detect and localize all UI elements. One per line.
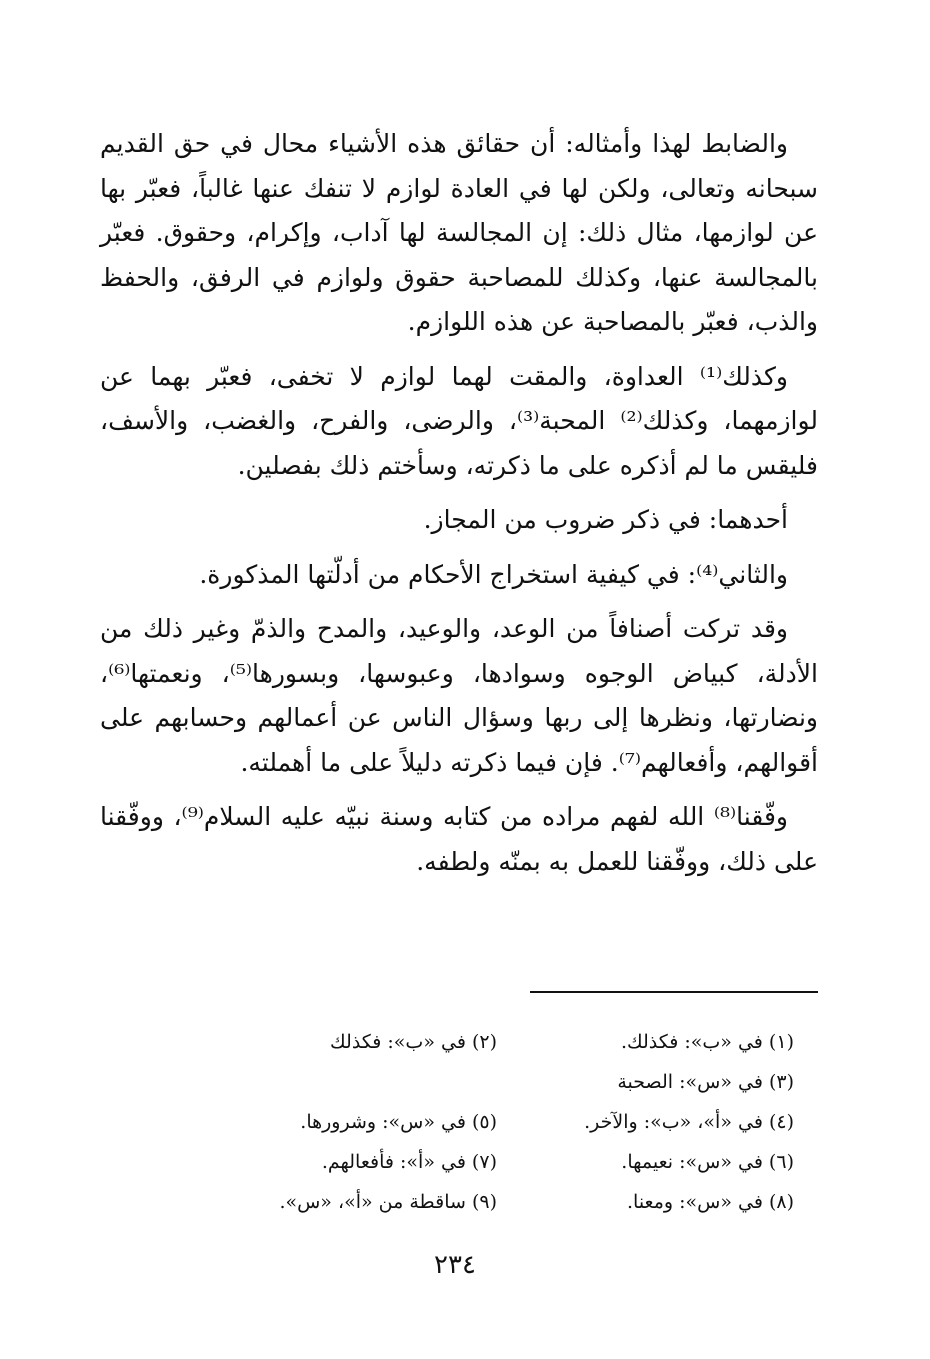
footnote-row — [200, 1142, 794, 1182]
paragraph-1: والضابط لهذا وأمثاله: أن حقائق هذه الأشياء محال في حق القديم سبحانه وتعالى، ولكن لها في العادة لوازم لا تنفك عنها غالباً، فعبّر بها عن لوازمها، مثال ذلك: إن المجالسة لها آداب، وإكرام، وحقوق. فعبّر بالمجالسة عنها، وكذلك للمصاحبة حقوق ولوازم في الرفق، والحفظ والذب، فعبّر بالمصاحبة عن هذه اللوازم. — [100, 129, 818, 336]
footnote-row — [200, 1022, 794, 1062]
paragraph-6: وفّقنا⁽⁸⁾ الله لفهم مراده من كتابه وسنة نبيّه عليه السلام⁽⁹⁾، ووفّقنا على ذلك، ووفّقنا للعمل به بمنّه ولطفه. — [100, 802, 818, 876]
footnote-1: (١) في «ب»: فكذلك. — [620, 1031, 794, 1053]
paragraph-3: أحدهما: في ذكر ضروب من المجاز. — [423, 505, 788, 534]
footnote-5: (٥) في «س»: وشرورها. — [300, 1111, 497, 1133]
footnote-separator — [530, 991, 818, 993]
page-number: ٢٣٤ — [434, 1250, 476, 1280]
footnote-8: (٨) في «س»: ومعنا. — [626, 1191, 794, 1213]
footnote-row — [200, 1182, 794, 1222]
footnote-row — [200, 1102, 794, 1142]
footnote-6: (٦) في «س»: نعيمها. — [621, 1151, 794, 1173]
footnotes — [200, 1022, 794, 1222]
footnote-2: (٢) في «ب»: فكذلك — [330, 1031, 497, 1053]
footnote-row — [200, 1062, 794, 1102]
footnote-4: (٤) في «أ»، «ب»: والآخر. — [584, 1111, 794, 1133]
paragraph-5: وقد تركت أصنافاً من الوعد، والوعيد، والمدح والذمّ وغير ذلك من الأدلة، كبياض الوجوه وسوادها، وعبوسها، وبسورها⁽⁵⁾، ونعمتها⁽⁶⁾، ونضارتها، ونظرها إلى ربها وسؤال الناس عن أعمالهم وحسابهم على أقوالهم، وأفعالهم⁽⁷⁾. فإن فيما ذكرته دليلاً على ما أهملته. — [100, 614, 818, 777]
footnote-empty — [200, 1062, 497, 1102]
footnote-7: (٧) في «أ»: فأفعالهم. — [321, 1151, 497, 1173]
footnote-3: (٣) في «س»: الصحبة — [617, 1071, 794, 1093]
main-text — [100, 122, 818, 894]
footnote-9: (٩) ساقطة من «أ»، «س». — [279, 1191, 497, 1213]
paragraph-4: والثاني⁽⁴⁾: في كيفية استخراج الأحكام من أدلّتها المذكورة. — [199, 559, 788, 589]
paragraph-2: وكذلك⁽¹⁾ العداوة، والمقت لهما لوازم لا تخفى، فعبّر بهما عن لوازمهما، وكذلك⁽²⁾ المحبة⁽³⁾، والرضى، والفرح، والغضب، والأسف، فليقس ما لم أذكره على ما ذكرته، وسأختم ذلك بفصلين. — [100, 361, 819, 480]
